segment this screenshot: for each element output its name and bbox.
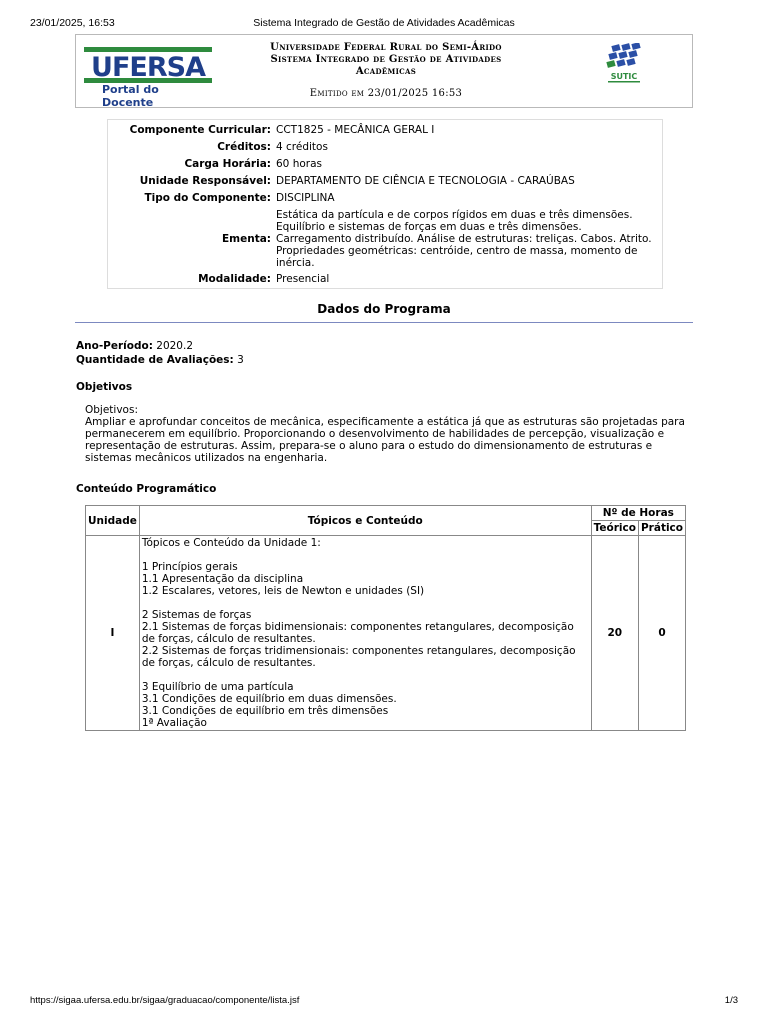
info-label: Componente Curricular: bbox=[129, 124, 271, 136]
ano-periodo-label: Ano-Período: bbox=[76, 340, 153, 352]
col-pratico: Prático bbox=[638, 521, 685, 536]
info-value: 4 créditos bbox=[276, 141, 328, 153]
cell-unidade: I bbox=[86, 536, 140, 731]
ufersa-logo bbox=[84, 41, 212, 109]
print-page-number: 1/3 bbox=[724, 995, 738, 1006]
objetivos-title: Objetivos bbox=[76, 381, 133, 393]
info-label: Tipo do Componente: bbox=[144, 192, 271, 204]
portal-label: Portal do Docente bbox=[102, 83, 159, 109]
institution-name bbox=[216, 42, 556, 78]
print-page-title: Sistema Integrado de Gestão de Atividades Acadêmicas bbox=[253, 17, 515, 29]
component-info bbox=[107, 119, 663, 289]
logo-wordmark: UFERSA bbox=[91, 52, 205, 83]
avaliacoes-label: Quantidade de Avaliações: bbox=[76, 354, 234, 366]
info-label: Créditos: bbox=[217, 141, 271, 153]
col-teorico: Teórico bbox=[591, 521, 638, 536]
divider bbox=[75, 322, 693, 323]
col-horas: Nº de Horas bbox=[591, 506, 685, 521]
col-unidade: Unidade bbox=[86, 506, 140, 536]
institution-line-1: Universidade Federal Rural do Semi-Árido bbox=[270, 42, 502, 53]
info-value: CCT1825 - MECÂNICA GERAL I bbox=[276, 124, 435, 136]
cell-teorico: 20 bbox=[591, 536, 638, 731]
ufersa-logo-icon bbox=[84, 47, 212, 83]
dados-programa-title: Dados do Programa bbox=[317, 302, 451, 316]
institution-line-2: Sistema Integrado de Gestão de Atividades bbox=[270, 54, 502, 65]
info-label: Unidade Responsável: bbox=[139, 175, 271, 187]
cell-topicos: Tópicos e Conteúdo da Unidade 1: 1 Princípios gerais 1.1 Apresentação da disciplina 1.2 Escalares, vetores, leis de Newton e unidades (SI) 2 Sistemas de forças 2.1 Sistemas de forças bidimensionais: componentes retangulares, decomposição de forças, cálculo de resultantes. 2.2 Sistemas de forças tridimensionais: componentes retangulares, decomposição de forças, cálculo de resultantes. 3 Equilíbrio de uma partícula 3.1 Condições de equilíbrio em duas dimensões. 3.1 Condições de equilíbrio em três dimensões 1ª Avaliação bbox=[139, 536, 591, 731]
col-topicos: Tópicos e Conteúdo bbox=[139, 506, 591, 536]
table-row bbox=[86, 536, 686, 731]
print-url: https://sigaa.ufersa.edu.br/sigaa/graduacao/componente/lista.jsf bbox=[30, 995, 300, 1006]
quantidade-avaliacoes bbox=[76, 354, 244, 366]
print-datetime: 23/01/2025, 16:53 bbox=[30, 17, 115, 29]
sutic-logo-icon bbox=[604, 43, 644, 85]
conteudo-title: Conteúdo Programático bbox=[76, 483, 217, 495]
info-label: Modalidade: bbox=[198, 273, 271, 285]
cell-pratico: 0 bbox=[638, 536, 685, 731]
sutic-wordmark: SUTIC bbox=[610, 72, 638, 81]
info-label: Ementa: bbox=[221, 233, 271, 245]
institution-line-3: Acadêmicas bbox=[355, 66, 417, 77]
emitido-em: Emitido em 23/01/2025 16:53 bbox=[309, 88, 463, 99]
ano-periodo-value: 2020.2 bbox=[156, 340, 194, 352]
info-value: Presencial bbox=[276, 273, 330, 285]
conteudo-table bbox=[85, 505, 686, 731]
ano-periodo bbox=[76, 340, 193, 352]
info-value: Estática da partícula e de corpos rígidos em duas e três dimensões. Equilíbrio e sistemas de forças em duas e três dimensões. Carregamento distribuído. Análise de estruturas: treliças. Cabos. Atrito. Propriedades geométricas: centróide, centro de massa, momento de inércia. bbox=[276, 209, 652, 269]
info-value: DISCIPLINA bbox=[276, 192, 335, 204]
objetivos-text: Objetivos: Ampliar e aprofundar conceitos de mecânica, especificamente a estática já que as estruturas são projetadas para permanecerem em equilíbrio. Proporcionando o desenvolvimento de habilidades de percepção, visualização e representação de estruturas. Assim, prepara-se o aluno para o estudo do dimensionamento de estruturas e sistemas mecânicos utilizados na engenharia. bbox=[85, 404, 685, 464]
info-label: Carga Horária: bbox=[184, 158, 271, 170]
document-header bbox=[75, 34, 693, 108]
info-value: DEPARTAMENTO DE CIÊNCIA E TECNOLOGIA - CARAÚBAS bbox=[276, 175, 575, 187]
avaliacoes-value: 3 bbox=[237, 354, 244, 366]
table-header-row bbox=[86, 506, 686, 521]
info-value: 60 horas bbox=[276, 158, 322, 170]
